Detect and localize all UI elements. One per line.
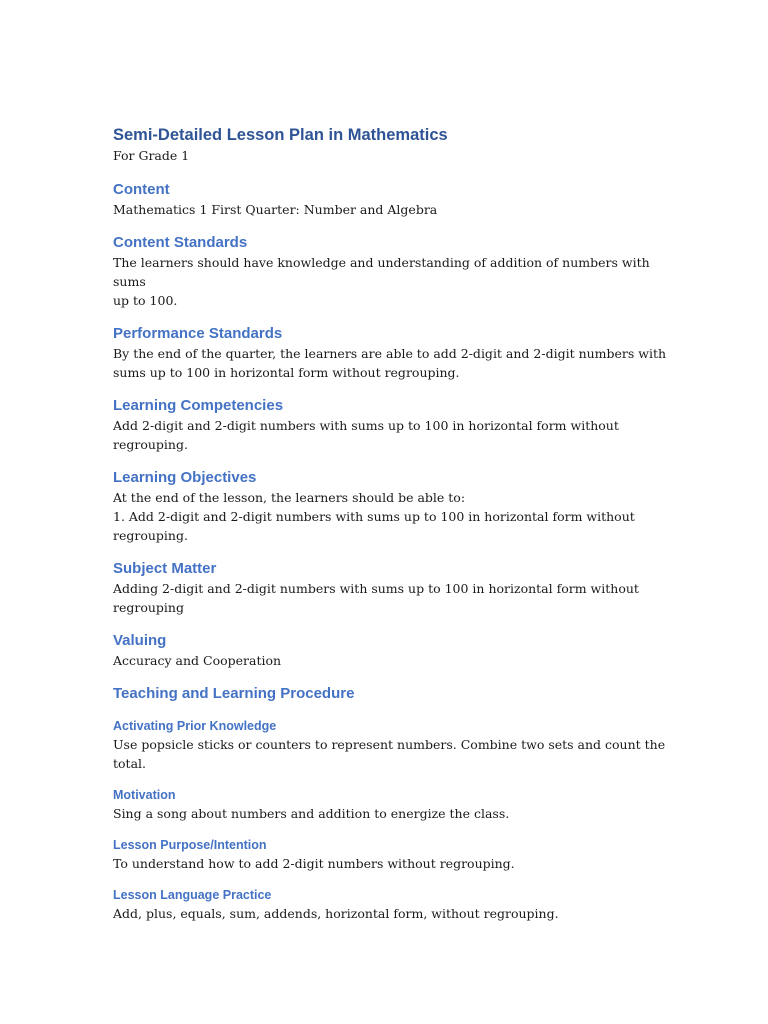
section-valuing [113, 631, 673, 670]
section-heading: Subject Matter [113, 560, 217, 577]
subsection-heading: Activating Prior Knowledge [113, 719, 277, 733]
section-content-standards [113, 233, 673, 310]
section-heading: Content [113, 181, 170, 198]
section-learning-objectives [113, 468, 673, 545]
section-content [113, 180, 673, 219]
section-text: 1. Add 2-digit and 2-digit numbers with sums up to 100 in horizontal form without [113, 509, 635, 524]
document-title: Semi-Detailed Lesson Plan in Mathematics [113, 126, 448, 144]
section-heading: Learning Objectives [113, 469, 257, 486]
section-heading: Valuing [113, 632, 167, 649]
section-text: By the end of the quarter, the learners are able to add 2-digit and 2-digit numbers with [113, 346, 667, 361]
section-text: Accuracy and Cooperation [113, 653, 282, 668]
section-heading: Teaching and Learning Procedure [113, 685, 355, 702]
section-text: regrouping. [113, 528, 188, 543]
subsection-text: Add, plus, equals, sum, addends, horizontal form, without regrouping. [113, 906, 559, 921]
section-text: regrouping. [113, 437, 188, 452]
section-subject-matter [113, 559, 673, 617]
section-performance-standards [113, 324, 673, 382]
subsection-heading: Motivation [113, 788, 176, 802]
subsection-text: Use popsicle sticks or counters to represent numbers. Combine two sets and count the total. [113, 737, 666, 771]
section-text: Mathematics 1 First Quarter: Number and Algebra [113, 202, 438, 217]
section-heading: Learning Competencies [113, 397, 284, 414]
document-page [113, 124, 673, 923]
section-text: Add 2-digit and 2-digit numbers with sums up to 100 in horizontal form without [113, 418, 619, 433]
section-text: Adding 2-digit and 2-digit numbers with sums up to 100 in horizontal form without [113, 581, 639, 596]
section-text: sums up to 100 in horizontal form without regrouping. [113, 365, 460, 380]
section-text: up to 100. [113, 293, 178, 308]
section-text: At the end of the lesson, the learners should be able to: [113, 490, 466, 505]
subsection-heading: Lesson Purpose/Intention [113, 838, 267, 852]
procedure-activating-prior-knowledge [113, 717, 673, 773]
section-text: regrouping [113, 600, 184, 615]
procedure-lesson-purpose [113, 836, 673, 873]
section-learning-competencies [113, 396, 673, 454]
document-subtitle: For Grade 1 [113, 148, 190, 163]
procedure-lesson-language-practice [113, 886, 673, 923]
section-teaching-procedure [113, 684, 673, 923]
section-text: The learners should have knowledge and understanding of addition of numbers with sums [113, 255, 650, 289]
subsection-text: To understand how to add 2-digit numbers without regrouping. [113, 856, 515, 871]
subsection-heading: Lesson Language Practice [113, 888, 272, 902]
section-heading: Content Standards [113, 234, 248, 251]
procedure-motivation [113, 786, 673, 823]
section-heading: Performance Standards [113, 325, 283, 342]
subsection-text: Sing a song about numbers and addition to energize the class. [113, 806, 510, 821]
